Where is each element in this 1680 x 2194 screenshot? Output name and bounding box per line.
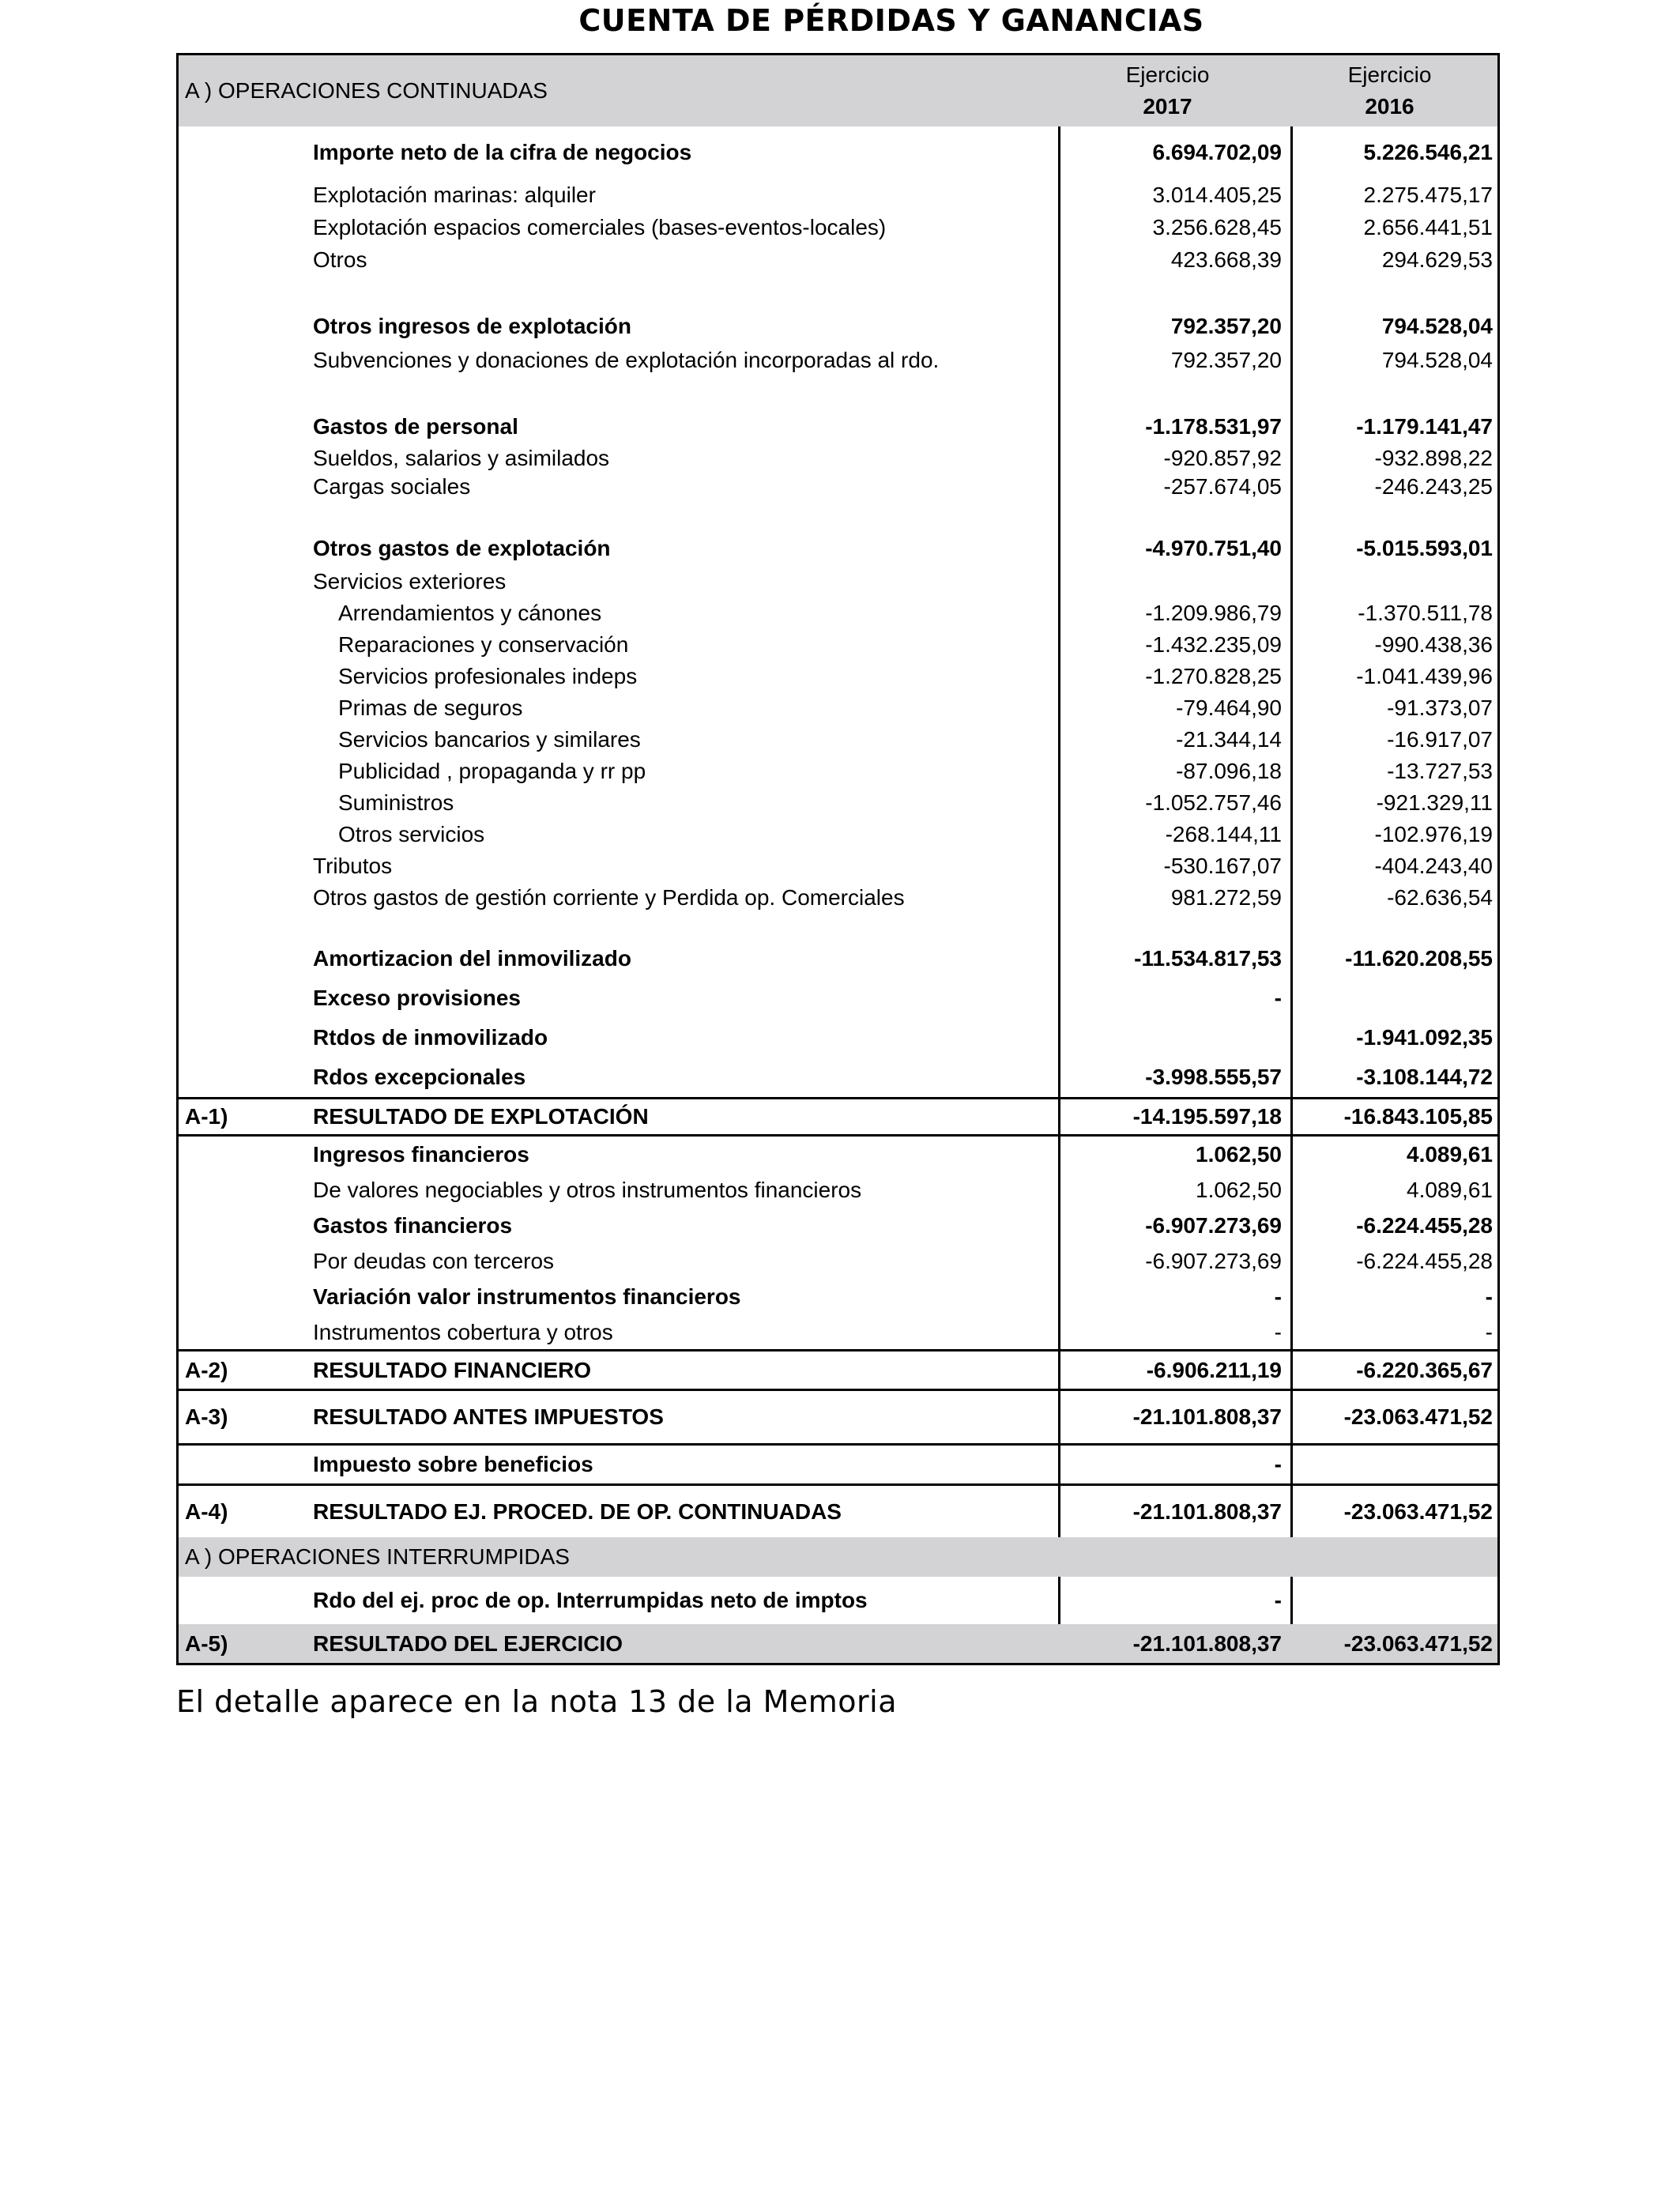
header-ejercicio: Ejercicio — [1347, 62, 1432, 87]
value-2016: -16.843.105,85 — [1343, 1104, 1493, 1129]
value-2017: -6.907.273,69 — [1145, 1213, 1282, 1238]
value-2017: -21.101.808,37 — [1132, 1498, 1282, 1524]
row-label: Publicidad , propaganda y rr pp — [338, 759, 646, 783]
row-label: Rdo del ej. proc de op. Interrumpidas neto de imptos — [313, 1588, 868, 1612]
table-row — [179, 1244, 1497, 1279]
value-2017: - — [1274, 1284, 1282, 1309]
row-label: RESULTADO DE EXPLOTACIÓN — [313, 1104, 649, 1129]
value-2017: 792.357,20 — [1170, 314, 1282, 338]
row-code: A-2) — [185, 1357, 228, 1382]
row-label: Cargas sociales — [313, 474, 471, 499]
value-2017: -21.344,14 — [1176, 727, 1282, 752]
value-2017: - — [1274, 1588, 1282, 1612]
table-row — [179, 531, 1497, 566]
value-2016: - — [1485, 1284, 1493, 1309]
table-row — [179, 819, 1497, 850]
value-2016: 794.528,04 — [1381, 347, 1493, 372]
value-2017: - — [1274, 986, 1282, 1010]
spacer — [179, 501, 1497, 531]
value-2016: 4.089,61 — [1407, 1178, 1493, 1202]
table-row — [179, 1137, 1497, 1173]
section-label: A ) OPERACIONES INTERRUMPIDAS — [185, 1544, 570, 1569]
value-2017: -257.674,05 — [1163, 474, 1282, 499]
row-label: Servicios profesionales indeps — [338, 664, 638, 688]
value-2016: 2.275.475,17 — [1363, 182, 1493, 207]
value-2016: -16.917,07 — [1387, 727, 1493, 752]
row-label: RESULTADO ANTES IMPUESTOS — [313, 1404, 664, 1429]
row-label: Sueldos, salarios y asimilados — [313, 446, 610, 470]
value-2017: 981.272,59 — [1170, 885, 1282, 910]
table-row-total — [179, 1624, 1497, 1663]
row-code: A-3) — [185, 1404, 228, 1429]
row-label: Rdos excepcionales — [313, 1065, 526, 1089]
table-row — [179, 598, 1497, 629]
table-row — [179, 882, 1497, 914]
table-row — [179, 629, 1497, 661]
row-label: Subvenciones y donaciones de explotación incorporadas al rdo. — [313, 347, 940, 372]
row-label: Instrumentos cobertura y otros — [313, 1319, 613, 1344]
value-2016: -6.224.455,28 — [1356, 1249, 1493, 1273]
table-row — [179, 661, 1497, 692]
table-row — [179, 939, 1497, 978]
value-2016: -23.063.471,52 — [1343, 1404, 1493, 1429]
value-2017: - — [1274, 1319, 1282, 1344]
value-2017: -4.970.751,40 — [1145, 536, 1282, 560]
footnote: El detalle aparece en la nota 13 de la Memoria — [176, 1684, 898, 1719]
value-2016: 2.656.441,51 — [1363, 214, 1493, 239]
table-header — [179, 55, 1497, 126]
row-label: Variación valor instrumentos financieros — [313, 1284, 741, 1309]
spacer — [179, 914, 1497, 939]
row-label: Amortizacion del inmovilizado — [313, 946, 631, 971]
value-2016: -3.108.144,72 — [1356, 1065, 1493, 1089]
table-row — [179, 444, 1497, 473]
value-2017: -21.101.808,37 — [1132, 1404, 1282, 1429]
value-2016: -102.976,19 — [1374, 822, 1493, 846]
row-label: Exceso provisiones — [313, 986, 522, 1010]
income-statement-table — [176, 53, 1500, 1665]
table-row — [179, 126, 1497, 179]
value-2016: 294.629,53 — [1381, 247, 1493, 272]
table-row-total — [179, 1097, 1497, 1137]
table-row — [179, 179, 1497, 211]
table-row — [179, 473, 1497, 501]
row-label: Reparaciones y conservación — [338, 632, 629, 657]
table-row — [179, 1577, 1497, 1624]
row-code: A-4) — [185, 1498, 228, 1524]
table-row — [179, 566, 1497, 598]
value-2016: -404.243,40 — [1374, 854, 1493, 878]
table-row — [179, 1208, 1497, 1244]
value-2016: -932.898,22 — [1374, 446, 1493, 470]
header-year: 2016 — [1365, 94, 1414, 119]
section-label: A ) OPERACIONES CONTINUADAS — [185, 78, 548, 103]
value-2017: -3.998.555,57 — [1145, 1065, 1282, 1089]
value-2017: -1.209.986,79 — [1145, 601, 1282, 625]
value-2016: -1.041.439,96 — [1356, 664, 1493, 688]
table-row — [179, 692, 1497, 724]
table-row — [179, 309, 1497, 344]
table-row — [179, 1443, 1497, 1483]
table-row-total — [179, 1349, 1497, 1389]
header-year: 2017 — [1143, 94, 1192, 119]
table-row-total — [179, 1389, 1497, 1443]
row-label: Explotación marinas: alquiler — [313, 182, 596, 207]
value-2017: 1.062,50 — [1196, 1178, 1282, 1202]
header-ejercicio: Ejercicio — [1125, 62, 1210, 87]
table-row — [179, 1315, 1497, 1349]
value-2017: -1.432.235,09 — [1145, 632, 1282, 657]
row-label: Otros — [313, 247, 367, 272]
value-2016: -990.438,36 — [1374, 632, 1493, 657]
row-label: Ingresos financieros — [313, 1142, 529, 1167]
value-2016: 4.089,61 — [1407, 1142, 1493, 1167]
row-label: Otros gastos de gestión corriente y Perdida op. Comerciales — [313, 885, 905, 910]
value-2016: -23.063.471,52 — [1343, 1498, 1493, 1524]
value-2017: -87.096,18 — [1176, 759, 1282, 783]
value-2017: -920.857,92 — [1163, 446, 1282, 470]
value-2017: -6.906.211,19 — [1146, 1357, 1282, 1382]
table-row — [179, 243, 1497, 276]
row-label: De valores negociables y otros instrumentos financieros — [313, 1178, 862, 1202]
value-2017: -21.101.808,37 — [1132, 1630, 1282, 1656]
row-label: Tributos — [313, 854, 393, 878]
value-2016: -6.224.455,28 — [1356, 1213, 1493, 1238]
value-2017: - — [1274, 1452, 1282, 1476]
row-label: Rtdos de inmovilizado — [313, 1025, 548, 1050]
table-row — [179, 1018, 1497, 1057]
table-row — [179, 1279, 1497, 1315]
row-label: Otros servicios — [338, 822, 485, 846]
row-label: Otros ingresos de explotación — [313, 314, 631, 338]
value-2016: -62.636,54 — [1387, 885, 1493, 910]
table-row — [179, 211, 1497, 243]
table-row — [179, 724, 1497, 756]
value-2017: 6.694.702,09 — [1152, 140, 1282, 164]
value-2017: -1.270.828,25 — [1145, 664, 1282, 688]
row-label: Suministros — [338, 790, 454, 815]
row-label: RESULTADO EJ. PROCED. DE OP. CONTINUADAS — [313, 1498, 842, 1524]
row-label: RESULTADO FINANCIERO — [313, 1357, 592, 1382]
spacer — [179, 276, 1497, 309]
spacer — [179, 376, 1497, 409]
value-2017: 3.014.405,25 — [1152, 182, 1282, 207]
column-header-2017 — [1053, 59, 1286, 123]
value-2017: -268.144,11 — [1165, 822, 1282, 846]
value-2016: -1.941.092,35 — [1356, 1025, 1493, 1050]
value-2016: -23.063.471,52 — [1343, 1630, 1493, 1656]
value-2016: -6.220.365,67 — [1356, 1357, 1493, 1382]
value-2016: -13.727,53 — [1387, 759, 1493, 783]
value-2017: -11.534.817,53 — [1134, 946, 1282, 971]
value-2017: -14.195.597,18 — [1132, 1104, 1282, 1129]
value-2016: -1.370.511,78 — [1358, 601, 1493, 625]
value-2017: -6.907.273,69 — [1145, 1249, 1282, 1273]
value-2016: -1.179.141,47 — [1356, 414, 1493, 439]
value-2016: -91.373,07 — [1387, 696, 1493, 720]
row-code: A-5) — [185, 1630, 228, 1656]
value-2016: -11.620.208,55 — [1345, 946, 1493, 971]
value-2017: -1.178.531,97 — [1145, 414, 1282, 439]
section-header-row — [179, 1537, 1497, 1577]
value-2017: 423.668,39 — [1170, 247, 1282, 272]
row-label: Gastos financieros — [313, 1213, 513, 1238]
value-2017: 3.256.628,45 — [1152, 214, 1282, 239]
value-2017: -530.167,07 — [1163, 854, 1282, 878]
value-2016: 794.528,04 — [1381, 314, 1493, 338]
value-2016: -921.329,11 — [1376, 790, 1493, 815]
table-row — [179, 1057, 1497, 1097]
row-code: A-1) — [185, 1104, 228, 1129]
table-row — [179, 787, 1497, 819]
table-row — [179, 344, 1497, 376]
table-row — [179, 409, 1497, 444]
row-label: Explotación espacios comerciales (bases-eventos-locales) — [313, 214, 887, 239]
row-label: Gastos de personal — [313, 414, 518, 439]
value-2016: -5.015.593,01 — [1356, 536, 1493, 560]
table-row — [179, 850, 1497, 882]
row-label: Servicios bancarios y similares — [338, 727, 641, 752]
table-row — [179, 756, 1497, 787]
row-label: Otros gastos de explotación — [313, 536, 611, 560]
value-2017: -79.464,90 — [1176, 696, 1282, 720]
row-label: Primas de seguros — [338, 696, 523, 720]
value-2017: 792.357,20 — [1170, 347, 1282, 372]
value-2017: 1.062,50 — [1196, 1142, 1282, 1167]
row-label: Por deudas con terceros — [313, 1249, 555, 1273]
page-title: CUENTA DE PÉRDIDAS Y GANANCIAS — [578, 3, 1204, 38]
value-2017: -1.052.757,46 — [1145, 790, 1282, 815]
value-2016: 5.226.546,21 — [1363, 140, 1493, 164]
table-row — [179, 1173, 1497, 1208]
table-row-total — [179, 1483, 1497, 1537]
row-label: Impuesto sobre beneficios — [313, 1452, 593, 1476]
row-label: Arrendamientos y cánones — [338, 601, 602, 625]
value-2016: - — [1485, 1319, 1493, 1344]
column-header-2016 — [1286, 59, 1497, 123]
row-label: Importe neto de la cifra de negocios — [313, 140, 692, 164]
row-label: Servicios exteriores — [313, 569, 507, 594]
value-2016: -246.243,25 — [1374, 474, 1493, 499]
table-row — [179, 978, 1497, 1018]
row-label: RESULTADO DEL EJERCICIO — [313, 1630, 623, 1656]
